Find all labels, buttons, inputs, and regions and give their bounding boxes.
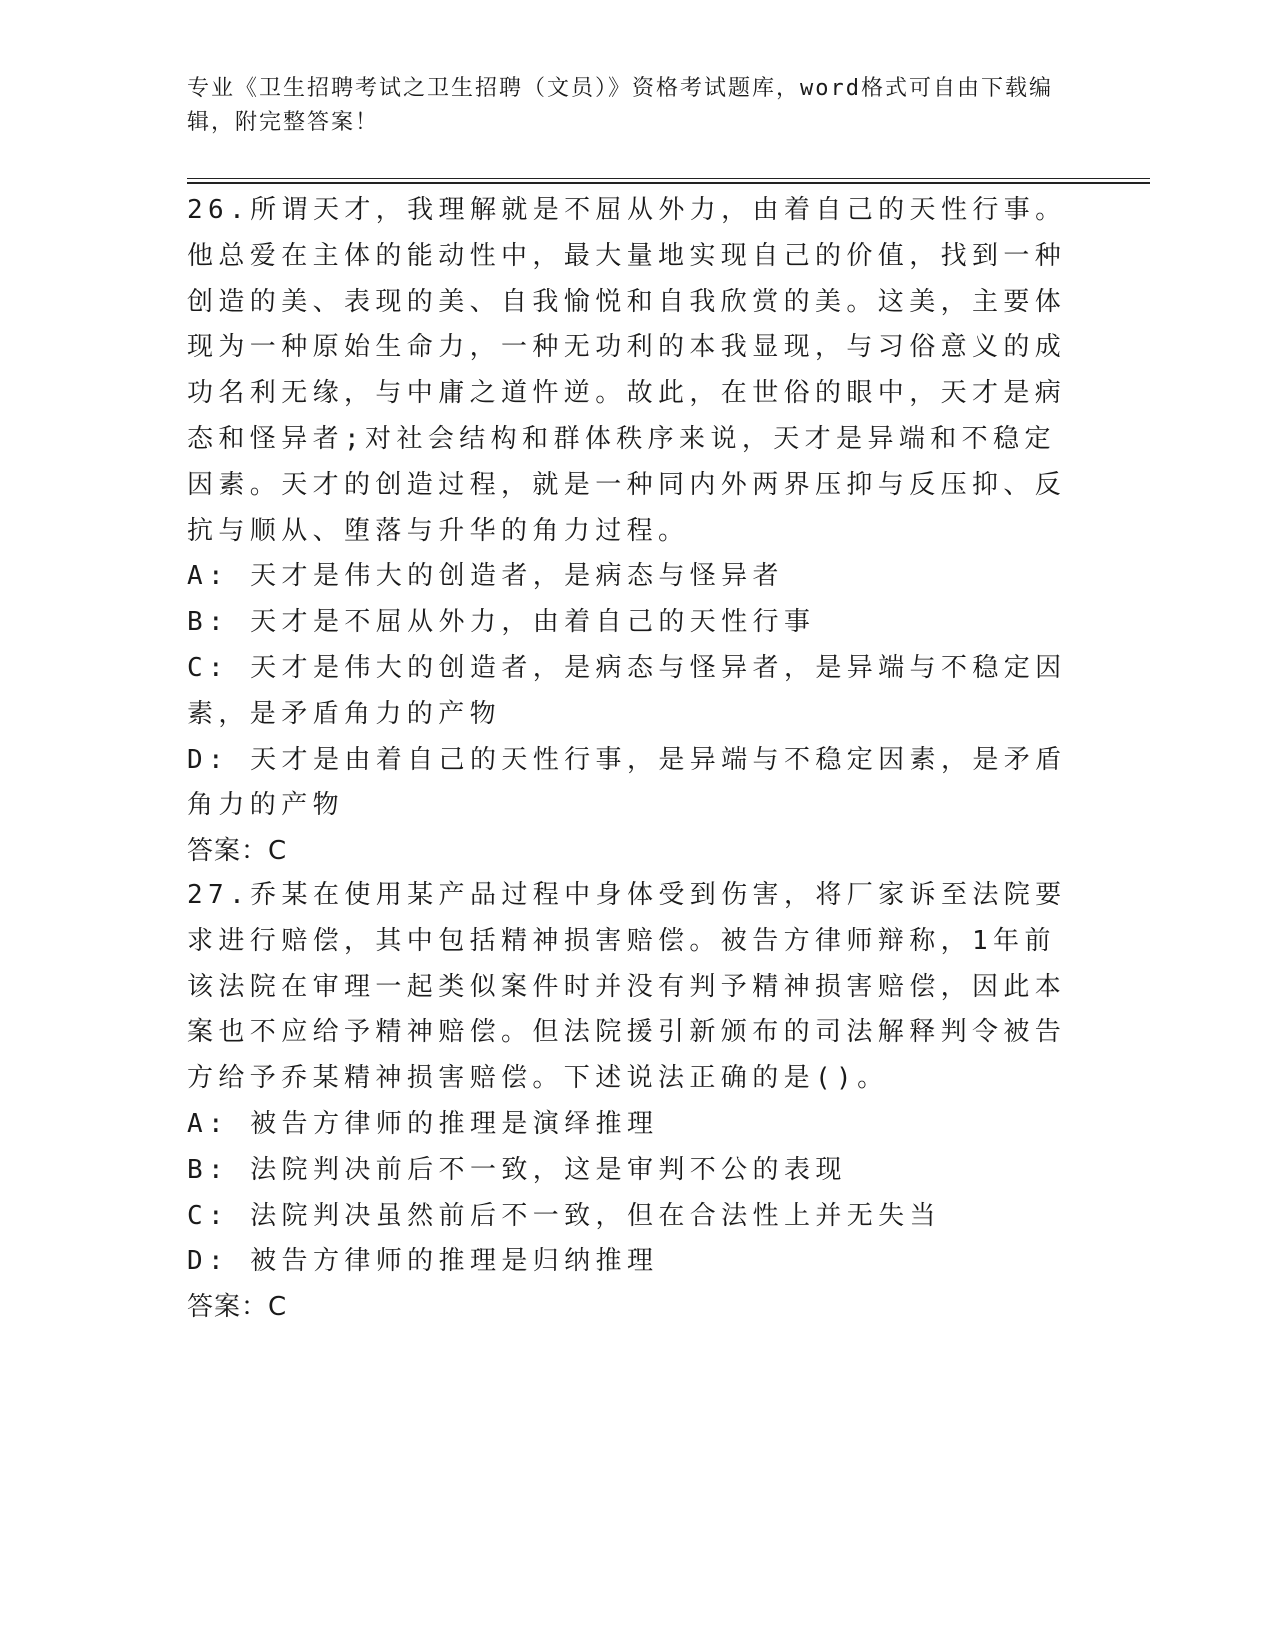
question-stem: 26.所谓天才，我理解就是不屈从外力，由着自己的天性行事。他总爱在主体的能动性中，最大量地实现自己的价值，找到一种创造的美、表现的美、自我愉悦和自我欣赏的美。这美，主要体现为一种原始生命力，一种无功利的本我显现，与习俗意义的成功名利无缘，与中庸之道忤逆。故此，在世俗的眼中，天才是病态和怪异者;对社会结构和群体秩序来说，天才是异端和不稳定因素。天才的创造过程，就是一种同内外两界压抑与反压抑、反抗与顺从、堕落与升华的角力过程。 [187, 195, 1067, 546]
header-rule-thick [187, 182, 1150, 184]
option-b: B: 天才是不屈从外力，由着自己的天性行事 [187, 607, 816, 638]
option-a: A: 天才是伟大的创造者，是病态与怪异者 [187, 561, 784, 592]
document-header: 专业《卫生招聘考试之卫生招聘（文员）》资格考试题库，word格式可自由下载编辑，附完整答案！ [187, 76, 1053, 135]
option-d: D: 被告方律师的推理是归纳推理 [187, 1246, 659, 1277]
answer: 答案：C [187, 1292, 288, 1323]
question-26 [187, 188, 1087, 875]
header-rule-thin [187, 178, 1150, 179]
option-c: C: 天才是伟大的创造者，是病态与怪异者，是异端与不稳定因素，是矛盾角力的产物 [187, 652, 1067, 729]
answer: 答案：C [187, 836, 288, 867]
option-a: A: 被告方律师的推理是演绎推理 [187, 1108, 659, 1139]
question-stem: 27.乔某在使用某产品过程中身体受到伤害，将厂家诉至法院要求进行赔偿，其中包括精神损害赔偿。被告方律师辩称，1年前该法院在审理一起类似案件时并没有判予精神损害赔偿，因此本案也不应给予精神赔偿。但法院援引新颁布的司法解释判令被告方给予乔某精神损害赔偿。下述说法正确的是()。 [187, 880, 1067, 1094]
option-d: D: 天才是由着自己的天性行事，是异端与不稳定因素，是矛盾角力的产物 [187, 744, 1067, 821]
option-c: C: 法院判决虽然前后不一致，但在合法性上并无失当 [187, 1200, 941, 1231]
option-b: B: 法院判决前后不一致，这是审判不公的表现 [187, 1154, 847, 1185]
question-27 [187, 873, 1087, 1331]
